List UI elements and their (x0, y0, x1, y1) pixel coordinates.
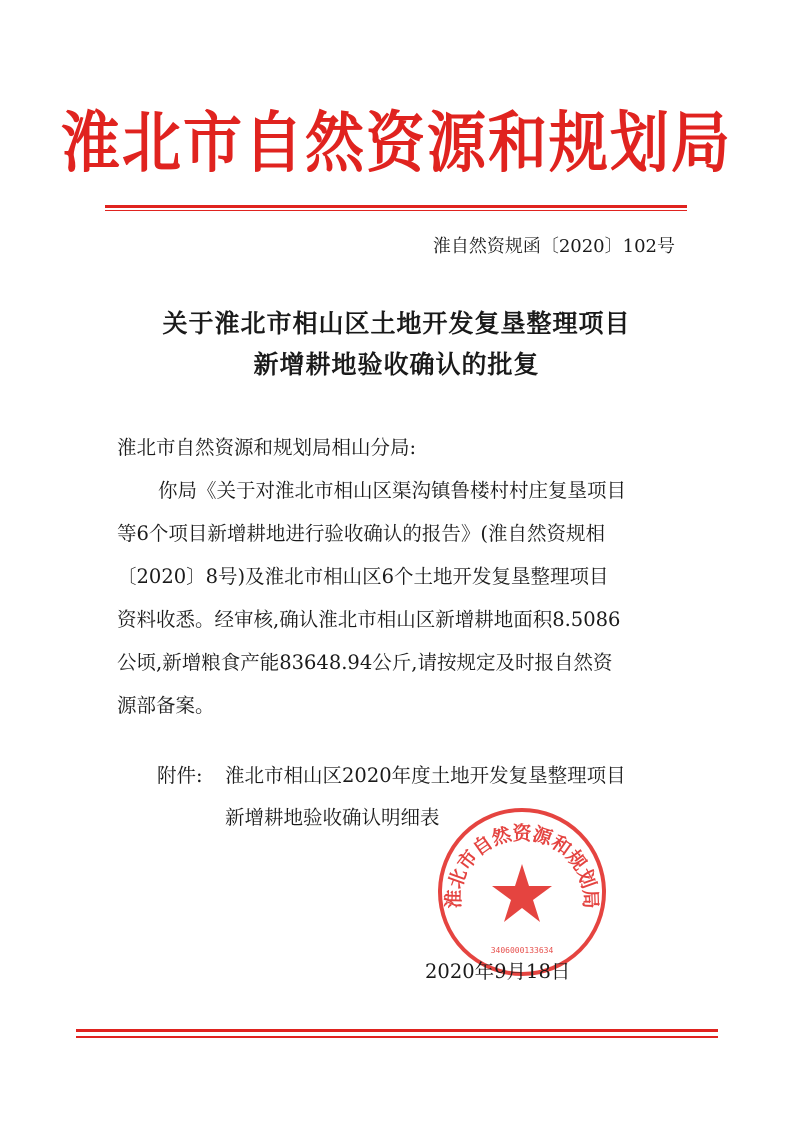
body-line: 资料收悉。经审核,确认淮北市相山区新增耕地面积8.5086 (117, 608, 621, 631)
body-line: 公顷,新增粮食产能83648.94公斤,请按规定及时报自然资 (117, 651, 613, 674)
addressee: 淮北市自然资源和规划局相山分局: (117, 436, 417, 459)
footer-rule-thick (76, 1029, 718, 1032)
masthead-title: 淮北市自然资源和规划局 (60, 103, 732, 182)
header-rule-thick (105, 205, 687, 208)
official-seal-stamp (436, 806, 608, 978)
document-title-line-2: 新增耕地验收确认的批复 (253, 350, 540, 379)
seal-star-icon (492, 864, 552, 922)
attachment-line-1: 淮北市相山区2020年度土地开发复垦整理项目 (225, 764, 626, 787)
attachment-label: 附件: (157, 764, 203, 787)
body-line: 等6个项目新增耕地进行验收确认的报告》(淮自然资规相 (117, 522, 606, 545)
document-number: 淮自然资规函〔2020〕102号 (432, 236, 675, 257)
document-title-line-1: 关于淮北市相山区土地开发复垦整理项目 (162, 309, 631, 338)
seal-text: 淮北市自然资源和规划局 (442, 822, 602, 909)
attachment-line-2: 新增耕地验收确认明细表 (225, 806, 440, 829)
header-rule-thin (105, 210, 687, 211)
footer-rule-thin (76, 1036, 718, 1038)
seal-serial: 3406000133634 (490, 946, 554, 955)
body-line: 〔2020〕8号)及淮北市相山区6个土地开发复垦整理项目 (117, 565, 609, 588)
body-line: 源部备案。 (117, 694, 215, 717)
body-line: 你局《关于对淮北市相山区渠沟镇鲁楼村村庄复垦项目 (158, 479, 627, 502)
issue-date: 2020年9月18日 (425, 960, 571, 983)
